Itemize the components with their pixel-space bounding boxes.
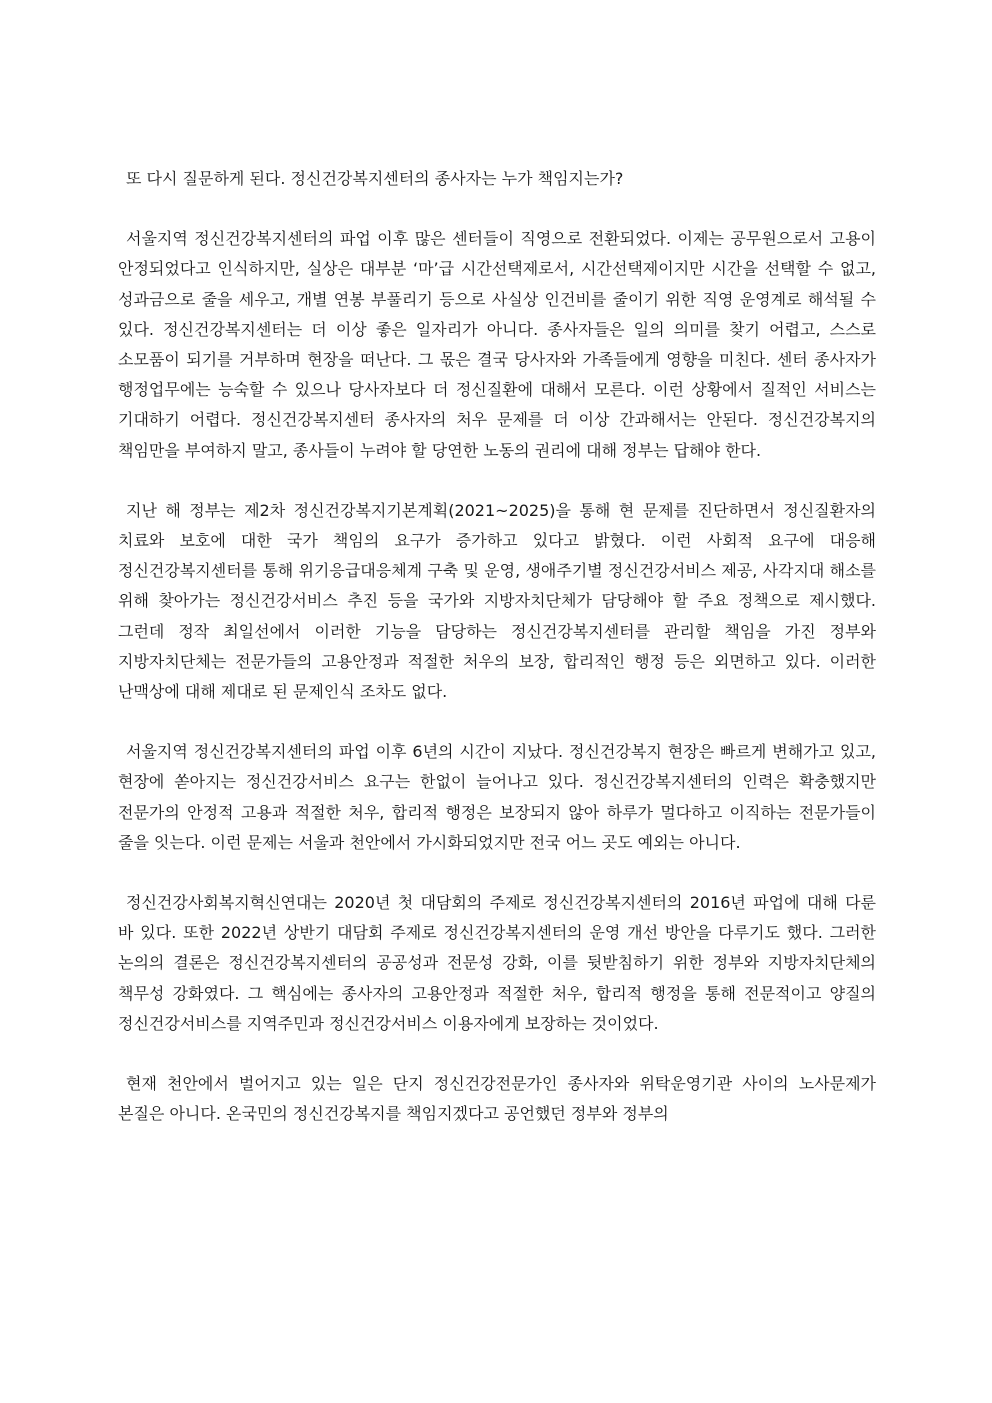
paragraph-spacer <box>118 466 876 496</box>
paragraph-spacer <box>118 1039 876 1069</box>
paragraph-opening-question: 또 다시 질문하게 된다. 정신건강복지센터의 종사자는 누가 책임지는가? <box>126 169 624 188</box>
paragraph-spacer <box>118 707 876 737</box>
paragraph-government-plan: 지난 해 정부는 제2차 정신건강복지기본계획(2021~2025)을 통해 현 문제를 진단하면서 정신질환자의 치료와 보호에 대한 국가 책임의 요구가 증가하고 있다고 밝혔다. 이런 사회적 요구에 대응해 정신건강복지센터를 통해 위기응급대응체계 구축 및 운영, 생애주기별 정신건강서비스 제공, 사각지대 해소를 위해 찾아가는 정신건강서비스 추진 등을 국가와 지방자치단체가 담당해야 할 주요 정책으로 제시했다. 그런데 정작 최일선에서 이러한 기능을 담당하는 정신건강복지센터를 관리할 책임을 가진 정부와 지방자치단체는 전문가들의 고용안정과 적절한 처우의 보장, 합리적인 행정 등은 외면하고 있다. 이러한 난맥상에 대해 제대로 된 문제인식 조차도 없다. <box>118 500 876 702</box>
paragraph-solidarity-forum: 정신건강사회복지혁신연대는 2020년 첫 대담회의 주제로 정신건강복지센터의 2016년 파업에 대해 다룬 바 있다. 또한 2022년 상반기 대담회 주제로 정신건강복지센터의 운영 개선 방안을 다루기도 했다. 그러한 논의의 결론은 정신건강복지센터의 공공성과 전문성 강화, 이를 뒷받침하기 위한 정부와 지방자치단체의 책무성 강화였다. 그 핵심에는 종사자의 고용안정과 적절한 처우, 합리적 행정을 통해 전문적이고 양질의 정신건강서비스를 지역주민과 정신건강서비스 이용자에게 보장하는 것이었다. <box>118 893 876 1033</box>
paragraph-spacer <box>118 194 876 224</box>
paragraph-six-years: 서울지역 정신건강복지센터의 파업 이후 6년의 시간이 지났다. 정신건강복지 현장은 빠르게 변해가고 있고, 현장에 쏟아지는 정신건강서비스 요구는 한없이 늘어나고 있다. 정신건강복지센터의 인력은 확충했지만 전문가의 안정적 고용과 적절한 처우, 합리적 행정은 보장되지 않아 하루가 멀다하고 이직하는 전문가들이 줄을 잇는다. 이런 문제는 서울과 천안에서 가시화되었지만 전국 어느 곳도 예외는 아니다. <box>118 742 876 852</box>
paragraph-spacer <box>118 858 876 888</box>
paragraph-seoul-strike: 서울지역 정신건강복지센터의 파업 이후 많은 센터들이 직영으로 전환되었다. 이제는 공무원으로서 고용이 안정되었다고 인식하지만, 실상은 대부분 ‘마’급 시간선택제로서, 시간선택제이지만 시간을 선택할 수 없고, 성과금으로 줄을 세우고, 개별 연봉 부풀리기 등으로 사실상 인건비를 줄이기 위한 직영 운영계로 해석될 수 있다. 정신건강복지센터는 더 이상 좋은 일자리가 아니다. 종사자들은 일의 의미를 찾기 어렵고, 스스로 소모품이 되기를 거부하며 현장을 떠난다. 그 몫은 결국 당사자와 가족들에게 영향을 미친다. 센터 종사자가 행정업무에는 능숙할 수 있으나 당사자보다 더 정신질환에 대해서 모른다. 이런 상황에서 질적인 서비스는 기대하기 어렵다. 정신건강복지센터 종사자의 처우 문제를 더 이상 간과해서는 안된다. 정신건강복지의 책임만을 부여하지 말고, 종사들이 누려야 할 당연한 노동의 권리에 대해 정부는 답해야 한다. <box>118 229 876 460</box>
document-body <box>118 164 876 1129</box>
paragraph-cheonan: 현재 천안에서 벌어지고 있는 일은 단지 정신건강전문가인 종사자와 위탁운영기관 사이의 노사문제가 본질은 아니다. 온국민의 정신건강복지를 책임지겠다고 공언했던 정부와 정부의 <box>118 1074 876 1124</box>
